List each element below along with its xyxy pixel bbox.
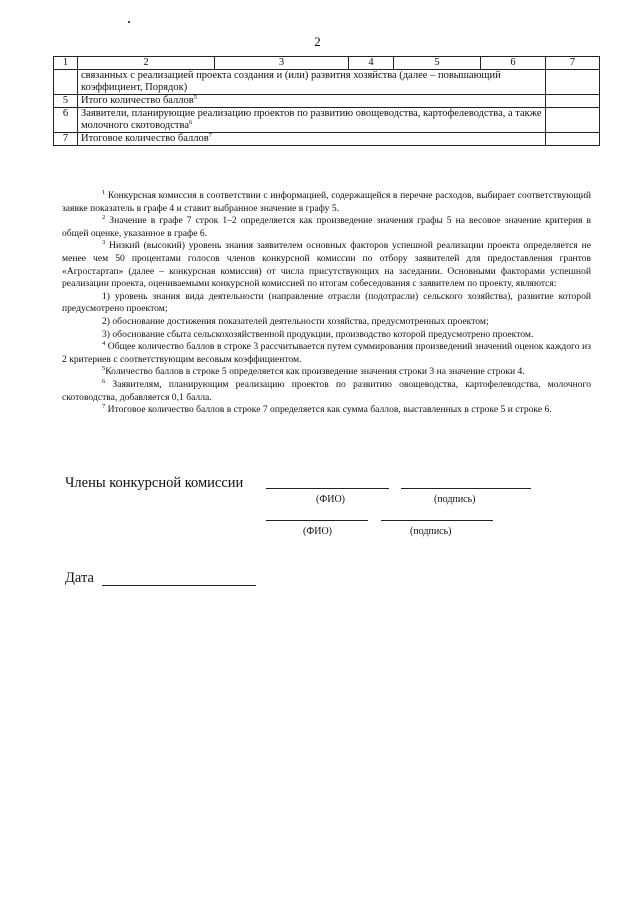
- footnote-3-item-1: 1) уровень знания вида деятельности (направление отрасли (подотрасли) сельского хозяйства), развитие которой предусмотрено проектом;: [62, 290, 591, 315]
- row-value-cell: [546, 108, 600, 133]
- col-header-5: 5: [394, 57, 481, 70]
- footnote-3-item-2: 2) обоснование достижения показателей деятельности хозяйства, предусмотренных проектом;: [102, 315, 489, 327]
- signature-caption-1: (подпись): [434, 494, 476, 505]
- table-row: [54, 133, 600, 146]
- date-line[interactable]: [102, 585, 256, 586]
- footnote-3: $^3$ Низкий (высокий) уровень знания заявителем основных факторов успешной реализации проекта определяется не менее чем 50 процентами голосов членов конкурсной комиссии по отбору заявителей для предоставления грантов «Агростартап» (далее – конкурсная комиссия) от числа присутствующих на заседании. Основными факторами успешной реализации проекта, оцениваемыми конкурсной комиссией по итогам собеседования с заявителем по проекту, являются:: [62, 239, 591, 290]
- col-header-2: 2: [78, 57, 215, 70]
- col-header-1: 1: [54, 57, 78, 70]
- row-number: [54, 70, 78, 95]
- signature-line-1[interactable]: [401, 488, 531, 489]
- criteria-table: [53, 56, 600, 146]
- footnotes: [62, 190, 591, 417]
- row-number: 5: [54, 95, 78, 108]
- signature-line-2[interactable]: [381, 520, 493, 521]
- footnote-ref: 7: [208, 132, 212, 139]
- footnote-2: $^2$ Значение в графе 7 строк 1–2 определяется как произведение значения графы 5 на весовое значение критерия в общей оценке, указанное в графе 6.: [62, 214, 591, 239]
- row-text: Итого количество баллов$^5$: [78, 95, 546, 108]
- footnote-ref: 6: [189, 119, 193, 126]
- row-value-cell: [546, 133, 600, 146]
- table-row: [54, 70, 600, 95]
- footnote-3-item-3: 3) обоснование сбыта сельскохозяйственной продукции, производство которой предусмотрено проектом.: [102, 328, 534, 340]
- table-row: [54, 95, 600, 108]
- date-label: Дата: [65, 570, 94, 586]
- row-text: Итоговое количество баллов$^7$: [78, 133, 546, 146]
- footnote-1: $^1$ Конкурсная комиссия в соответствии с информацией, содержащейся в перечне расходов, выбирает соответствующий заявке показатель в графе 4 и ставит выбранное значение в графу 5.: [62, 189, 591, 214]
- table-header-row: [54, 57, 600, 70]
- footnote-6: $^6$ Заявителям, планирующим реализацию проектов по развитию овощеводства, картофелеводства, молочного скотоводства, добавляется 0,1 балла.: [62, 377, 591, 403]
- col-header-3: 3: [215, 57, 349, 70]
- fio-caption-1: (ФИО): [316, 494, 346, 505]
- page-number: 2: [314, 34, 321, 49]
- signature-caption-2: (подпись): [410, 526, 452, 537]
- row-number: 6: [54, 108, 78, 133]
- row-text: связанных с реализацией проекта создания и (или) развития хозяйства (далее – повышающий коэффициент, Порядок): [78, 70, 546, 95]
- footnote-5: $^5$Количество баллов в строке 5 определяется как произведение значения строки 3 на значение строки 4.: [102, 365, 525, 378]
- fio-caption-2: (ФИО): [303, 526, 333, 537]
- col-header-4: 4: [349, 57, 394, 70]
- row-text: Заявители, планирующие реализацию проектов по развитию овощеводства, картофелеводства, а также молочного скотоводства$^6$: [78, 108, 546, 133]
- table-row: [54, 108, 600, 133]
- row-number: 7: [54, 133, 78, 146]
- row-value-cell: [546, 70, 600, 95]
- footnote-ref: 5: [193, 94, 197, 101]
- fio-line-1[interactable]: [266, 488, 389, 489]
- row-value-cell: [546, 95, 600, 108]
- scan-speck: [128, 21, 130, 23]
- commission-label: Члены конкурсной комиссии: [65, 475, 244, 491]
- fio-line-2[interactable]: [266, 520, 368, 521]
- footnote-7: $^7$ Итоговое количество баллов в строке 7 определяется как сумма баллов, выставленных в строке 5 и строке 6.: [102, 403, 552, 416]
- col-header-7: 7: [546, 57, 600, 70]
- footnote-4: $^4$ Общее количество баллов в строке 3 рассчитывается путем суммирования произведений значений оценок каждого из 2 критериев с соответствующим весовым коэффициентом.: [62, 340, 591, 365]
- col-header-6: 6: [481, 57, 546, 70]
